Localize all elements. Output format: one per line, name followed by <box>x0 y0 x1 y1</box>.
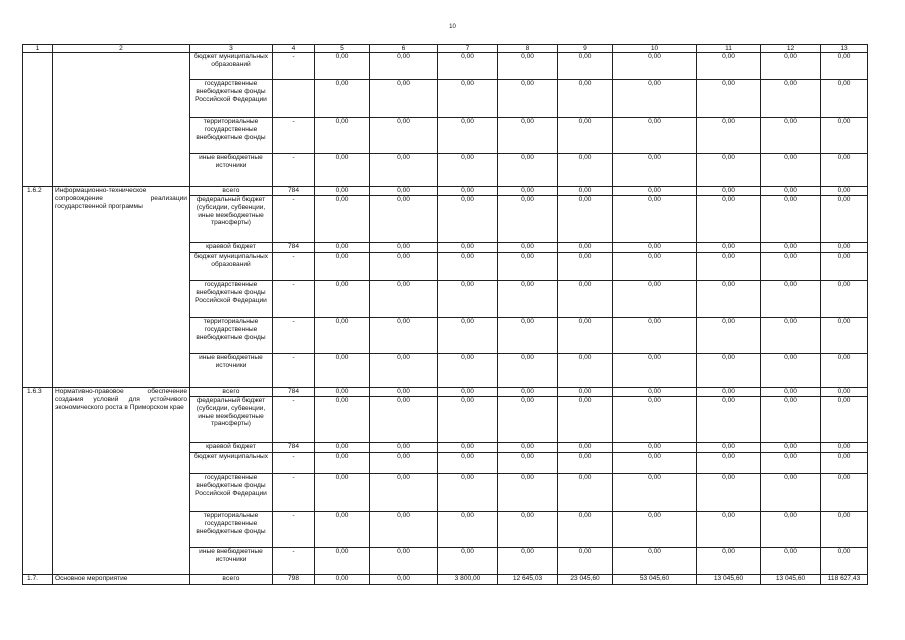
amount-cell: 0,00 <box>821 187 868 196</box>
admin-code: - <box>273 453 315 474</box>
funding-source: территориальные государственные внебюджетные фонды <box>190 512 273 548</box>
amount-cell: 0,00 <box>498 397 558 443</box>
admin-code: - <box>273 512 315 548</box>
amount-cell: 0,00 <box>558 187 613 196</box>
column-header-5: 5 <box>315 45 370 53</box>
amount-cell: 0,00 <box>613 154 697 187</box>
amount-cell: 0,00 <box>558 397 613 443</box>
amount-cell: 0,00 <box>558 443 613 453</box>
amount-cell: 0,00 <box>613 453 697 474</box>
amount-cell: 53 045,60 <box>613 575 697 585</box>
amount-cell: 0,00 <box>438 253 498 281</box>
amount-cell: 0,00 <box>370 388 438 397</box>
amount-cell: 0,00 <box>498 80 558 118</box>
amount-cell: 0,00 <box>370 575 438 585</box>
amount-cell: 0,00 <box>613 548 697 575</box>
amount-cell: 0,00 <box>761 443 821 453</box>
amount-cell: 0,00 <box>697 187 761 196</box>
amount-cell: 0,00 <box>697 80 761 118</box>
header-row <box>23 45 868 53</box>
amount-cell: 0,00 <box>761 196 821 243</box>
amount-cell: 0,00 <box>761 354 821 388</box>
amount-cell: 0,00 <box>761 388 821 397</box>
amount-cell: 0,00 <box>821 253 868 281</box>
amount-cell: 0,00 <box>697 397 761 443</box>
amount-cell: 0,00 <box>821 281 868 318</box>
amount-cell: 0,00 <box>370 318 438 354</box>
column-header-1: 1 <box>23 45 53 53</box>
admin-code: - <box>273 196 315 243</box>
amount-cell: 0,00 <box>613 253 697 281</box>
amount-cell: 0,00 <box>761 154 821 187</box>
table-row-total <box>23 575 868 585</box>
amount-cell: 0,00 <box>498 354 558 388</box>
amount-cell: 0,00 <box>370 118 438 154</box>
amount-cell: 0,00 <box>370 548 438 575</box>
amount-cell: 0,00 <box>761 53 821 80</box>
funding-source: иные внебюджетные источники <box>190 354 273 388</box>
item-number <box>23 53 53 187</box>
table-body <box>23 53 868 585</box>
amount-cell: 0,00 <box>761 548 821 575</box>
funding-source: бюджет муниципальных <box>190 453 273 474</box>
amount-cell: 0,00 <box>761 474 821 512</box>
amount-cell: 0,00 <box>558 253 613 281</box>
amount-cell: 0,00 <box>821 243 868 253</box>
column-header-6: 6 <box>370 45 438 53</box>
amount-cell: 0,00 <box>761 80 821 118</box>
amount-cell: 0,00 <box>498 196 558 243</box>
amount-cell: 12 645,03 <box>498 575 558 585</box>
admin-code: - <box>273 397 315 443</box>
amount-cell: 0,00 <box>613 80 697 118</box>
amount-cell: 0,00 <box>370 187 438 196</box>
funding-source: федеральный бюджет (субсидии, субвенции, иные межбюджетные трансферты) <box>190 196 273 243</box>
column-header-10: 10 <box>613 45 697 53</box>
amount-cell: 0,00 <box>370 512 438 548</box>
column-header-12: 12 <box>761 45 821 53</box>
amount-cell: 0,00 <box>697 118 761 154</box>
amount-cell: 0,00 <box>613 196 697 243</box>
item-name: Нормативно-правовое обеспечение создания условий для устойчивого экономического роста в Приморском крае <box>53 388 190 575</box>
amount-cell: 0,00 <box>438 118 498 154</box>
amount-cell: 0,00 <box>697 388 761 397</box>
amount-cell: 13 045,60 <box>761 575 821 585</box>
amount-cell: 0,00 <box>315 80 370 118</box>
amount-cell: 0,00 <box>558 388 613 397</box>
admin-code: 784 <box>273 243 315 253</box>
column-header-4: 4 <box>273 45 315 53</box>
amount-cell: 0,00 <box>697 154 761 187</box>
amount-cell: 13 045,60 <box>697 575 761 585</box>
amount-cell: 0,00 <box>697 281 761 318</box>
table-row-total <box>23 388 868 397</box>
amount-cell: 0,00 <box>315 512 370 548</box>
funding-source: государственные внебюджетные фонды Российской Федерации <box>190 474 273 512</box>
table-row <box>23 53 868 80</box>
amount-cell: 0,00 <box>315 118 370 154</box>
funding-source: краевой бюджет <box>190 243 273 253</box>
amount-cell: 0,00 <box>821 80 868 118</box>
amount-cell: 0,00 <box>370 196 438 243</box>
amount-cell: 0,00 <box>821 196 868 243</box>
amount-cell: 0,00 <box>315 575 370 585</box>
amount-cell: 0,00 <box>370 281 438 318</box>
amount-cell: 0,00 <box>697 548 761 575</box>
amount-cell: 0,00 <box>438 354 498 388</box>
amount-cell: 23 045,60 <box>558 575 613 585</box>
item-number: 1.7. <box>23 575 53 585</box>
amount-cell: 0,00 <box>315 548 370 575</box>
amount-cell: 0,00 <box>761 118 821 154</box>
amount-cell: 0,00 <box>761 281 821 318</box>
amount-cell: 0,00 <box>558 196 613 243</box>
column-header-9: 9 <box>558 45 613 53</box>
amount-cell: 0,00 <box>697 196 761 243</box>
funding-source: территориальные государственные внебюджетные фонды <box>190 318 273 354</box>
amount-cell: 0,00 <box>438 53 498 80</box>
amount-cell: 0,00 <box>498 388 558 397</box>
amount-cell: 0,00 <box>558 548 613 575</box>
admin-code: - <box>273 53 315 80</box>
amount-cell: 0,00 <box>315 443 370 453</box>
amount-cell: 118 627,43 <box>821 575 868 585</box>
column-header-11: 11 <box>697 45 761 53</box>
amount-cell: 0,00 <box>438 474 498 512</box>
admin-code: - <box>273 474 315 512</box>
amount-cell: 0,00 <box>613 354 697 388</box>
amount-cell: 0,00 <box>558 154 613 187</box>
amount-cell: 0,00 <box>613 281 697 318</box>
amount-cell: 0,00 <box>613 187 697 196</box>
amount-cell: 0,00 <box>438 388 498 397</box>
amount-cell: 0,00 <box>438 281 498 318</box>
funding-source: федеральный бюджет (субсидии, субвенции, иные межбюджетные трансферты) <box>190 397 273 443</box>
amount-cell: 0,00 <box>697 474 761 512</box>
amount-cell: 0,00 <box>315 243 370 253</box>
amount-cell: 0,00 <box>498 318 558 354</box>
admin-code: 784 <box>273 443 315 453</box>
amount-cell: 0,00 <box>315 388 370 397</box>
amount-cell: 0,00 <box>315 318 370 354</box>
amount-cell: 0,00 <box>438 80 498 118</box>
amount-cell: 0,00 <box>438 443 498 453</box>
amount-cell: 0,00 <box>370 443 438 453</box>
funding-source: государственные внебюджетные фонды Российской Федерации <box>190 281 273 318</box>
amount-cell: 0,00 <box>438 397 498 443</box>
amount-cell: 0,00 <box>498 548 558 575</box>
amount-cell: 0,00 <box>438 548 498 575</box>
amount-cell: 0,00 <box>370 154 438 187</box>
amount-cell: 0,00 <box>498 474 558 512</box>
amount-cell: 0,00 <box>438 318 498 354</box>
funding-source: иные внебюджетные источники <box>190 154 273 187</box>
amount-cell: 0,00 <box>498 53 558 80</box>
amount-cell: 0,00 <box>821 443 868 453</box>
amount-cell: 0,00 <box>315 187 370 196</box>
amount-cell: 0,00 <box>613 512 697 548</box>
amount-cell: 0,00 <box>370 53 438 80</box>
amount-cell: 0,00 <box>821 53 868 80</box>
funding-source: бюджет муниципальных образований <box>190 253 273 281</box>
funding-source: бюджет муниципальных образований <box>190 53 273 80</box>
amount-cell: 0,00 <box>370 80 438 118</box>
amount-cell: 0,00 <box>498 443 558 453</box>
amount-cell: 0,00 <box>498 253 558 281</box>
funding-source: территориальные государственные внебюджетные фонды <box>190 118 273 154</box>
item-number: 1.6.3 <box>23 388 53 575</box>
amount-cell: 0,00 <box>370 453 438 474</box>
amount-cell: 0,00 <box>558 243 613 253</box>
amount-cell: 0,00 <box>558 512 613 548</box>
amount-cell: 0,00 <box>613 443 697 453</box>
amount-cell: 0,00 <box>821 548 868 575</box>
column-header-13: 13 <box>821 45 868 53</box>
admin-code: - <box>273 281 315 318</box>
amount-cell: 0,00 <box>498 118 558 154</box>
amount-cell: 0,00 <box>761 512 821 548</box>
amount-cell: 0,00 <box>697 253 761 281</box>
admin-code: 798 <box>273 575 315 585</box>
amount-cell: 0,00 <box>613 474 697 512</box>
amount-cell: 0,00 <box>315 281 370 318</box>
amount-cell: 0,00 <box>821 154 868 187</box>
amount-cell: 0,00 <box>558 53 613 80</box>
admin-code <box>273 80 315 118</box>
amount-cell: 0,00 <box>697 443 761 453</box>
amount-cell: 0,00 <box>370 253 438 281</box>
amount-cell: 0,00 <box>438 196 498 243</box>
amount-cell: 0,00 <box>613 53 697 80</box>
amount-cell: 0,00 <box>613 397 697 443</box>
amount-cell: 0,00 <box>821 512 868 548</box>
amount-cell: 0,00 <box>315 154 370 187</box>
amount-cell: 0,00 <box>558 354 613 388</box>
amount-cell: 0,00 <box>315 474 370 512</box>
funding-source: всего <box>190 388 273 397</box>
amount-cell: 0,00 <box>498 453 558 474</box>
amount-cell: 0,00 <box>613 318 697 354</box>
column-header-7: 7 <box>438 45 498 53</box>
amount-cell: 0,00 <box>761 397 821 443</box>
amount-cell: 0,00 <box>821 318 868 354</box>
amount-cell: 0,00 <box>438 243 498 253</box>
budget-table <box>22 44 868 585</box>
amount-cell: 0,00 <box>438 453 498 474</box>
item-name: Информационно-техническое сопровождение реализации государственной программы <box>53 187 190 388</box>
amount-cell: 0,00 <box>697 453 761 474</box>
amount-cell: 0,00 <box>438 512 498 548</box>
amount-cell: 0,00 <box>558 474 613 512</box>
amount-cell: 0,00 <box>498 281 558 318</box>
amount-cell: 0,00 <box>558 281 613 318</box>
item-name <box>53 53 190 187</box>
admin-code: - <box>273 318 315 354</box>
admin-code: 784 <box>273 388 315 397</box>
amount-cell: 3 800,00 <box>438 575 498 585</box>
amount-cell: 0,00 <box>498 187 558 196</box>
column-header-3: 3 <box>190 45 273 53</box>
amount-cell: 0,00 <box>697 53 761 80</box>
amount-cell: 0,00 <box>821 397 868 443</box>
amount-cell: 0,00 <box>315 354 370 388</box>
amount-cell: 0,00 <box>370 474 438 512</box>
amount-cell: 0,00 <box>697 318 761 354</box>
amount-cell: 0,00 <box>821 118 868 154</box>
item-number: 1.6.2 <box>23 187 53 388</box>
amount-cell: 0,00 <box>498 154 558 187</box>
amount-cell: 0,00 <box>438 187 498 196</box>
amount-cell: 0,00 <box>315 53 370 80</box>
amount-cell: 0,00 <box>370 243 438 253</box>
admin-code: 784 <box>273 187 315 196</box>
amount-cell: 0,00 <box>438 154 498 187</box>
table-row-total <box>23 187 868 196</box>
amount-cell: 0,00 <box>558 453 613 474</box>
funding-source: всего <box>190 187 273 196</box>
amount-cell: 0,00 <box>761 253 821 281</box>
amount-cell: 0,00 <box>697 512 761 548</box>
amount-cell: 0,00 <box>613 388 697 397</box>
amount-cell: 0,00 <box>558 80 613 118</box>
admin-code: - <box>273 154 315 187</box>
amount-cell: 0,00 <box>697 243 761 253</box>
admin-code: - <box>273 253 315 281</box>
amount-cell: 0,00 <box>761 453 821 474</box>
amount-cell: 0,00 <box>558 118 613 154</box>
page-number: 10 <box>449 24 456 30</box>
amount-cell: 0,00 <box>821 354 868 388</box>
amount-cell: 0,00 <box>315 196 370 243</box>
amount-cell: 0,00 <box>761 243 821 253</box>
amount-cell: 0,00 <box>370 397 438 443</box>
amount-cell: 0,00 <box>315 397 370 443</box>
admin-code: - <box>273 548 315 575</box>
amount-cell: 0,00 <box>498 512 558 548</box>
amount-cell: 0,00 <box>498 243 558 253</box>
amount-cell: 0,00 <box>761 318 821 354</box>
admin-code: - <box>273 354 315 388</box>
amount-cell: 0,00 <box>315 453 370 474</box>
amount-cell: 0,00 <box>558 318 613 354</box>
item-name: Основное мероприятие <box>53 575 190 585</box>
funding-source: государственные внебюджетные фонды Российской Федерации <box>190 80 273 118</box>
amount-cell: 0,00 <box>697 354 761 388</box>
amount-cell: 0,00 <box>370 354 438 388</box>
amount-cell: 0,00 <box>821 453 868 474</box>
column-header-8: 8 <box>498 45 558 53</box>
amount-cell: 0,00 <box>761 187 821 196</box>
amount-cell: 0,00 <box>821 474 868 512</box>
amount-cell: 0,00 <box>613 243 697 253</box>
funding-source: краевой бюджет <box>190 443 273 453</box>
admin-code: - <box>273 118 315 154</box>
funding-source: иные внебюджетные источники <box>190 548 273 575</box>
funding-source: всего <box>190 575 273 585</box>
amount-cell: 0,00 <box>613 118 697 154</box>
amount-cell: 0,00 <box>821 388 868 397</box>
amount-cell: 0,00 <box>315 253 370 281</box>
column-header-2: 2 <box>53 45 190 53</box>
